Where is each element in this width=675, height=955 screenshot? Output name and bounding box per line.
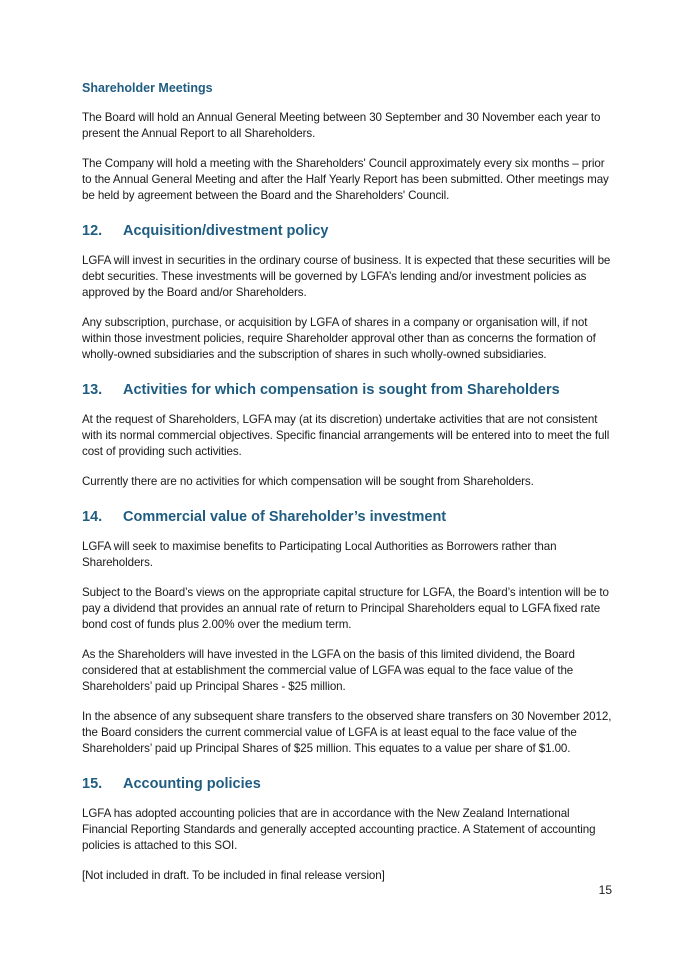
paragraph: Currently there are no activities for which compensation will be sought from Shareholders. xyxy=(82,475,534,488)
section-heading xyxy=(82,508,614,526)
section-heading xyxy=(82,222,614,240)
section-number: 13. xyxy=(82,382,103,398)
paragraph: The Board will hold an Annual General Meeting between 30 September and 30 November each year to present the Annual Report to all Shareholders. xyxy=(82,111,601,140)
paragraph: The Company will hold a meeting with the Shareholders' Council approximately every six months – prior to the Annual General Meeting and after the Half Yearly Report has been submitted. Other meetings may be held by agreement between the Board and the Shareholders' Council. xyxy=(82,157,609,202)
section-title: Acquisition/divestment policy xyxy=(123,223,329,239)
paragraph: Subject to the Board’s views on the appropriate capital structure for LGFA, the Board’s intention will be to pay a dividend that provides an annual rate of return to Principal Shareholders equal to LGFA fixed rate bond cost of funds plus 2.00% over the medium term. xyxy=(82,586,609,631)
section-12 xyxy=(82,222,614,363)
paragraph: At the request of Shareholders, LGFA may (at its discretion) undertake activities that are not consistent with its normal commercial objectives. Specific financial arrangements will be entered into to meet the full cost of providing such activities. xyxy=(82,413,610,458)
paragraph: As the Shareholders will have invested in the LGFA on the basis of this limited dividend, the Board considered that at establishment the commercial value of LGFA was equal to the face value of the Shareholders’ paid up Principal Shares - $25 million. xyxy=(82,648,575,693)
shareholder-meetings-subsection xyxy=(82,80,614,204)
paragraph: In the absence of any subsequent share transfers to the observed share transfers on 30 November 2012, the Board considers the current commercial value of LGFA is at least equal to the face value of the Shareholders’ paid up Principal Shares of $25 million. This equates to a value per share of $1.00. xyxy=(82,710,612,755)
page-number: 15 xyxy=(598,883,612,897)
section-title: Commercial value of Shareholder’s investment xyxy=(123,509,447,525)
paragraph: [Not included in draft. To be included in final release version] xyxy=(82,869,385,882)
subsection-title: Shareholder Meetings xyxy=(82,81,213,95)
paragraph: Any subscription, purchase, or acquisition by LGFA of shares in a company or organisation will, if not within those investment policies, require Shareholder approval other than as concerns the formation of wholly-owned subsidiaries and the subscription of shares in such wholly-owned subsidiaries. xyxy=(82,316,596,361)
section-14 xyxy=(82,508,614,757)
section-heading xyxy=(82,381,614,399)
section-number: 14. xyxy=(82,509,103,525)
paragraph: LGFA will seek to maximise benefits to Participating Local Authorities as Borrowers rather than Shareholders. xyxy=(82,540,557,569)
section-title: Activities for which compensation is sought from Shareholders xyxy=(123,382,560,398)
section-title: Accounting policies xyxy=(123,776,261,792)
section-heading xyxy=(82,775,614,793)
paragraph: LGFA will invest in securities in the ordinary course of business. It is expected that these securities will be debt securities. These investments will be governed by LGFA’s lending and/or investment policies as approved by the Board and/or Shareholders. xyxy=(82,254,611,299)
section-number: 15. xyxy=(82,776,103,792)
paragraph: LGFA has adopted accounting policies that are in accordance with the New Zealand International Financial Reporting Standards and generally accepted accounting practice. A Statement of accounting policies is attached to this SOI. xyxy=(82,807,596,852)
page-content xyxy=(82,80,614,898)
section-number: 12. xyxy=(82,223,103,239)
section-13 xyxy=(82,381,614,490)
section-15 xyxy=(82,775,614,884)
